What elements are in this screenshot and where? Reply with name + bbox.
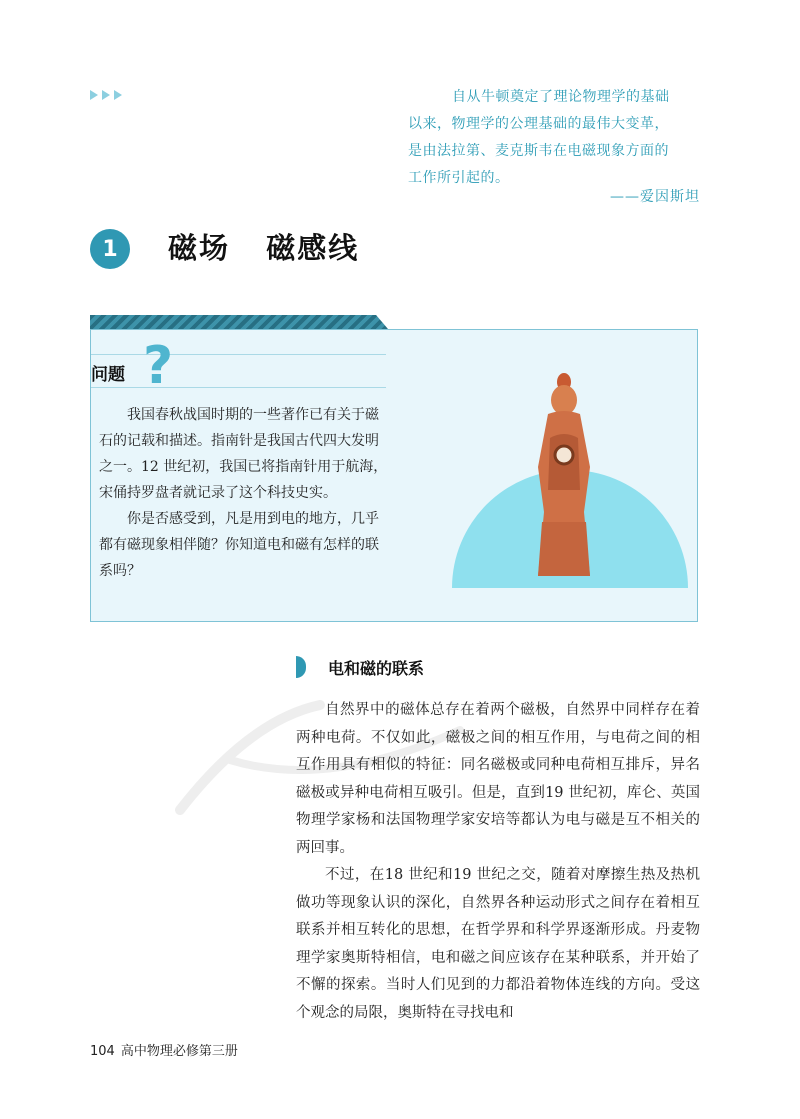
section-title: 电和磁的联系 — [328, 659, 425, 678]
divider — [91, 387, 386, 388]
question-label: 问题 — [91, 365, 125, 385]
compass-icon — [555, 446, 573, 464]
page-footer — [90, 1040, 238, 1059]
epigraph-quote — [408, 84, 708, 192]
quote-line: 以来，物理学的公理基础的最伟大变革， — [408, 116, 669, 132]
figurine-head — [551, 385, 577, 415]
page-number: 104 — [90, 1044, 115, 1059]
quote-author: ——爱因斯坦 — [610, 189, 700, 205]
body-text — [296, 697, 700, 1027]
figurine-robe — [538, 522, 590, 576]
decorative-arrows — [90, 90, 122, 100]
body-paragraph: 自然界中的磁体总存在着两个磁极，自然界中同样存在着两种电荷。不仅如此，磁极之间的相互作用，与电荷之间的相互作用具有相似的特征：同名磁极或同种电荷相互排斥，异名磁极或异种电荷相互吸引。但是，直到19 世纪初，库仑、英国物理学家杨和法国物理学家安培等都认为电与磁是互不相关的两回事。 — [296, 702, 700, 856]
quote-line: 是由法拉第、麦克斯韦在电磁现象方面的 — [408, 143, 669, 159]
book-title: 高中物理必修第三册 — [120, 1044, 238, 1059]
divider — [91, 354, 386, 355]
question-paragraph: 你是否感受到，凡是用到电的地方，几乎都有磁现象相伴随？你知道电和磁有怎样的联系吗？ — [99, 511, 379, 579]
quote-line: 自从牛顿奠定了理论物理学的基础 — [452, 89, 670, 105]
triangle-icon — [90, 90, 98, 100]
question-box-header-strip — [90, 315, 388, 329]
chapter-title: 磁场 磁感线 — [168, 231, 360, 265]
triangle-icon — [114, 90, 122, 100]
question-paragraph: 我国春秋战国时期的一些著作已有关于磁石的记载和描述。指南针是我国古代四大发明之一。12 世纪初，我国已将指南针用于航海，宋俑持罗盘者就记录了这个科技史实。 — [99, 407, 388, 501]
triangle-icon — [102, 90, 110, 100]
chapter-number-badge: 1 — [90, 229, 130, 269]
song-figurine-with-compass-image — [452, 372, 688, 588]
section-marker-icon — [296, 656, 306, 678]
body-paragraph: 不过，在18 世纪和19 世纪之交，随着对摩擦生热及热机做功等现象认识的深化，自然界各种运动形式之间存在着相互联系并相互转化的思想，在哲学界和科学界逐渐形成。丹麦物理学家奥斯特相信，电和磁之间应该存在某种联系，并开始了不懈的探索。当时人们见到的力都沿着物体连线的方向。受这个观念的局限，奥斯特在寻找电和 — [296, 867, 700, 1021]
question-mark-icon: ? — [143, 336, 174, 396]
question-box-heading — [91, 336, 386, 396]
question-text — [99, 402, 389, 584]
quote-line: 工作所引起的。 — [408, 170, 510, 186]
